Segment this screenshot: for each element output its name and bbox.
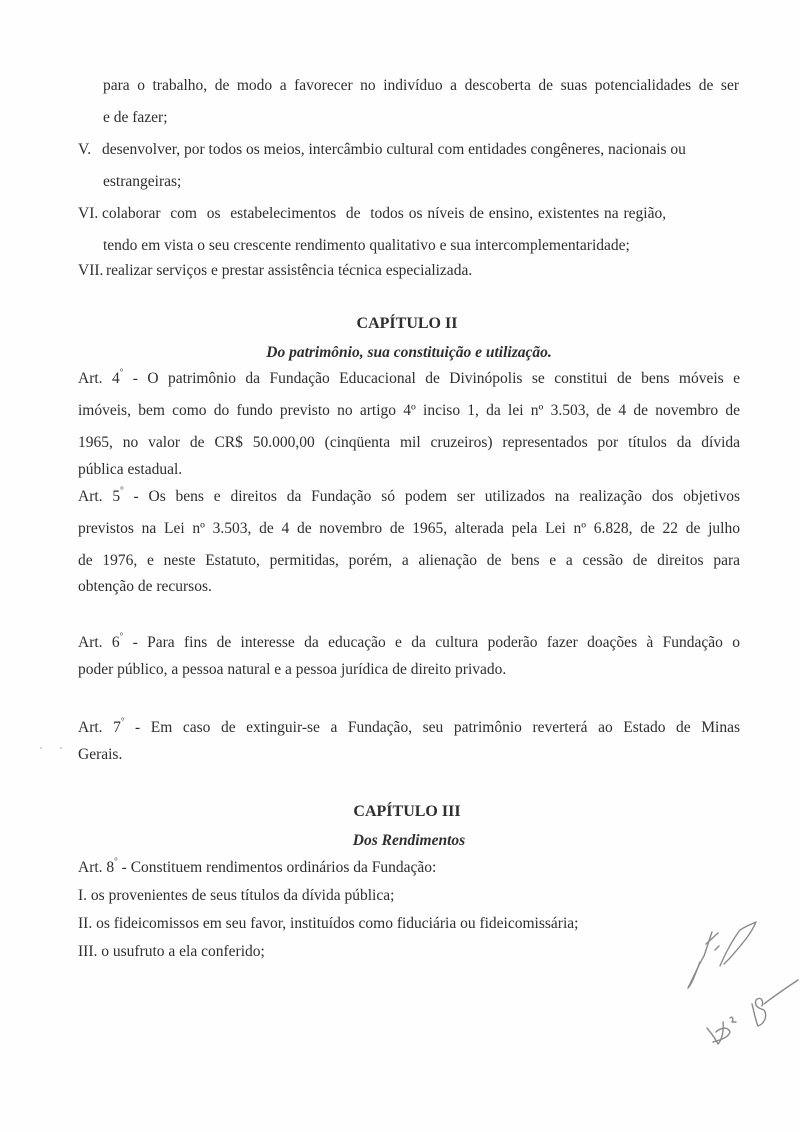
item-text: os fideicomissos em seu favor, instituídos como fiduciária ou fideicomissária; — [96, 915, 579, 932]
art-8-item-ii — [78, 914, 578, 934]
list-item-v-line-2: estrangeiras; — [103, 173, 182, 190]
art-6-line-1 — [78, 633, 740, 653]
degree-sign: ° — [114, 856, 118, 866]
art-7-line-2: Gerais. — [78, 746, 123, 763]
continuation-line-2: e de fazer; — [103, 109, 168, 126]
art-8-item-iii — [78, 942, 265, 962]
art-8-text: - Constituem rendimentos ordinários da Fundação: — [121, 859, 437, 876]
art-8-line-1 — [78, 858, 436, 878]
item-numeral: I. — [78, 887, 88, 904]
item-numeral: VII. — [78, 262, 104, 279]
art-8-label: Art. 8 — [78, 859, 115, 876]
degree-sign: ° — [119, 631, 124, 641]
initial-stroke — [715, 946, 719, 950]
art-5-line-1 — [78, 487, 740, 507]
art-5-line-2: previstos na Lei nº 3.503, de 4 de novembro de 1965, alterada pela Lei nº 6.828, de 22 de julho — [78, 520, 740, 537]
art-7-line-1 — [78, 718, 740, 738]
art-7-text: - Em caso de extinguir-se a Fundação, seu patrimônio reverterá ao Estado de Minas — [135, 719, 740, 736]
item-numeral: II. — [78, 915, 93, 932]
initial-stroke — [752, 998, 766, 1026]
art-6-line-2: poder público, a pessoa natural e a pessoa jurídica de direito privado. — [78, 661, 507, 678]
art-6-label: Art. 6 — [78, 634, 120, 651]
art-4-line-2: imóveis, bem como do fundo previsto no artigo 4º inciso 1, da lei nº 3.503, de 4 de novembro de — [78, 402, 740, 419]
item-text: desenvolver, por todos os meios, intercâmbio cultural com entidades congêneres, nacionais ou — [102, 141, 686, 158]
chapter-2-title: CAPÍTULO II — [356, 315, 458, 332]
list-item-vi — [78, 204, 740, 224]
art-5-label: Art. 5 — [78, 488, 121, 505]
item-text: colaborar com os estabelecimentos de todos os níveis de ensino, existentes na região, — [102, 205, 667, 222]
scan-speck — [40, 747, 42, 749]
initial-stroke — [764, 980, 798, 1004]
degree-sign: ° — [120, 485, 124, 495]
degree-sign: ° — [120, 716, 125, 726]
degree-sign: ° — [119, 367, 124, 377]
chapter-2-subtitle: Do patrimônio, sua constituição e utilização. — [266, 344, 552, 361]
chapter-3-title: CAPÍTULO III — [353, 803, 461, 820]
item-text: o usufruto a ela conferido; — [101, 943, 265, 960]
art-8-item-i — [78, 886, 394, 906]
art-4-label: Art. 4 — [78, 370, 120, 387]
initial-stroke — [706, 933, 718, 944]
initial-stroke — [688, 932, 712, 988]
art-5-text: - Os bens e direitos da Fundação só podem ser utilizados na realização dos objetivos — [133, 488, 741, 505]
art-4-line-4: pública estadual. — [78, 461, 183, 478]
art-5-line-3: de 1976, e neste Estatuto, permitidas, porém, a alienação de bens e a cessão de direitos para — [78, 552, 740, 569]
list-item-vii — [78, 261, 472, 281]
list-item-vi-line-2: tendo em vista o seu crescente rendimento qualitativo e sua intercomplementaridade; — [103, 237, 630, 254]
item-text: os provenientes de seus títulos da dívida pública; — [87, 887, 395, 904]
art-5-line-4: obtenção de recursos. — [78, 578, 212, 595]
item-numeral: III. — [78, 943, 98, 960]
art-4-text: - O patrimônio da Fundação Educacional de Divinópolis se constitui de bens móveis e — [132, 370, 741, 387]
art-4-line-3: 1965, no valor de CR$ 50.000,00 (cinqüenta mil cruzeiros) representados por títulos da dívida — [78, 434, 740, 451]
scan-speck — [60, 747, 62, 749]
list-item-v — [78, 140, 740, 160]
handwritten-initials — [660, 900, 800, 1050]
chapter-3-subtitle: Dos Rendimentos — [352, 832, 466, 849]
art-4-line-1 — [78, 369, 740, 389]
art-7-label: Art. 7 — [78, 719, 121, 736]
continuation-line-1: para o trabalho, de modo a favorecer no indivíduo a descoberta de suas potencialidades de ser — [103, 77, 739, 94]
item-numeral: V. — [78, 141, 92, 158]
item-text: realizar serviços e prestar assistência técnica especializada. — [106, 262, 473, 279]
item-numeral: VI. — [78, 205, 99, 222]
art-6-text: - Para fins de interesse da educação e da cultura poderão fazer doações à Fundação o — [132, 634, 741, 651]
initial-stroke — [720, 922, 756, 966]
initial-stroke — [730, 1017, 736, 1022]
